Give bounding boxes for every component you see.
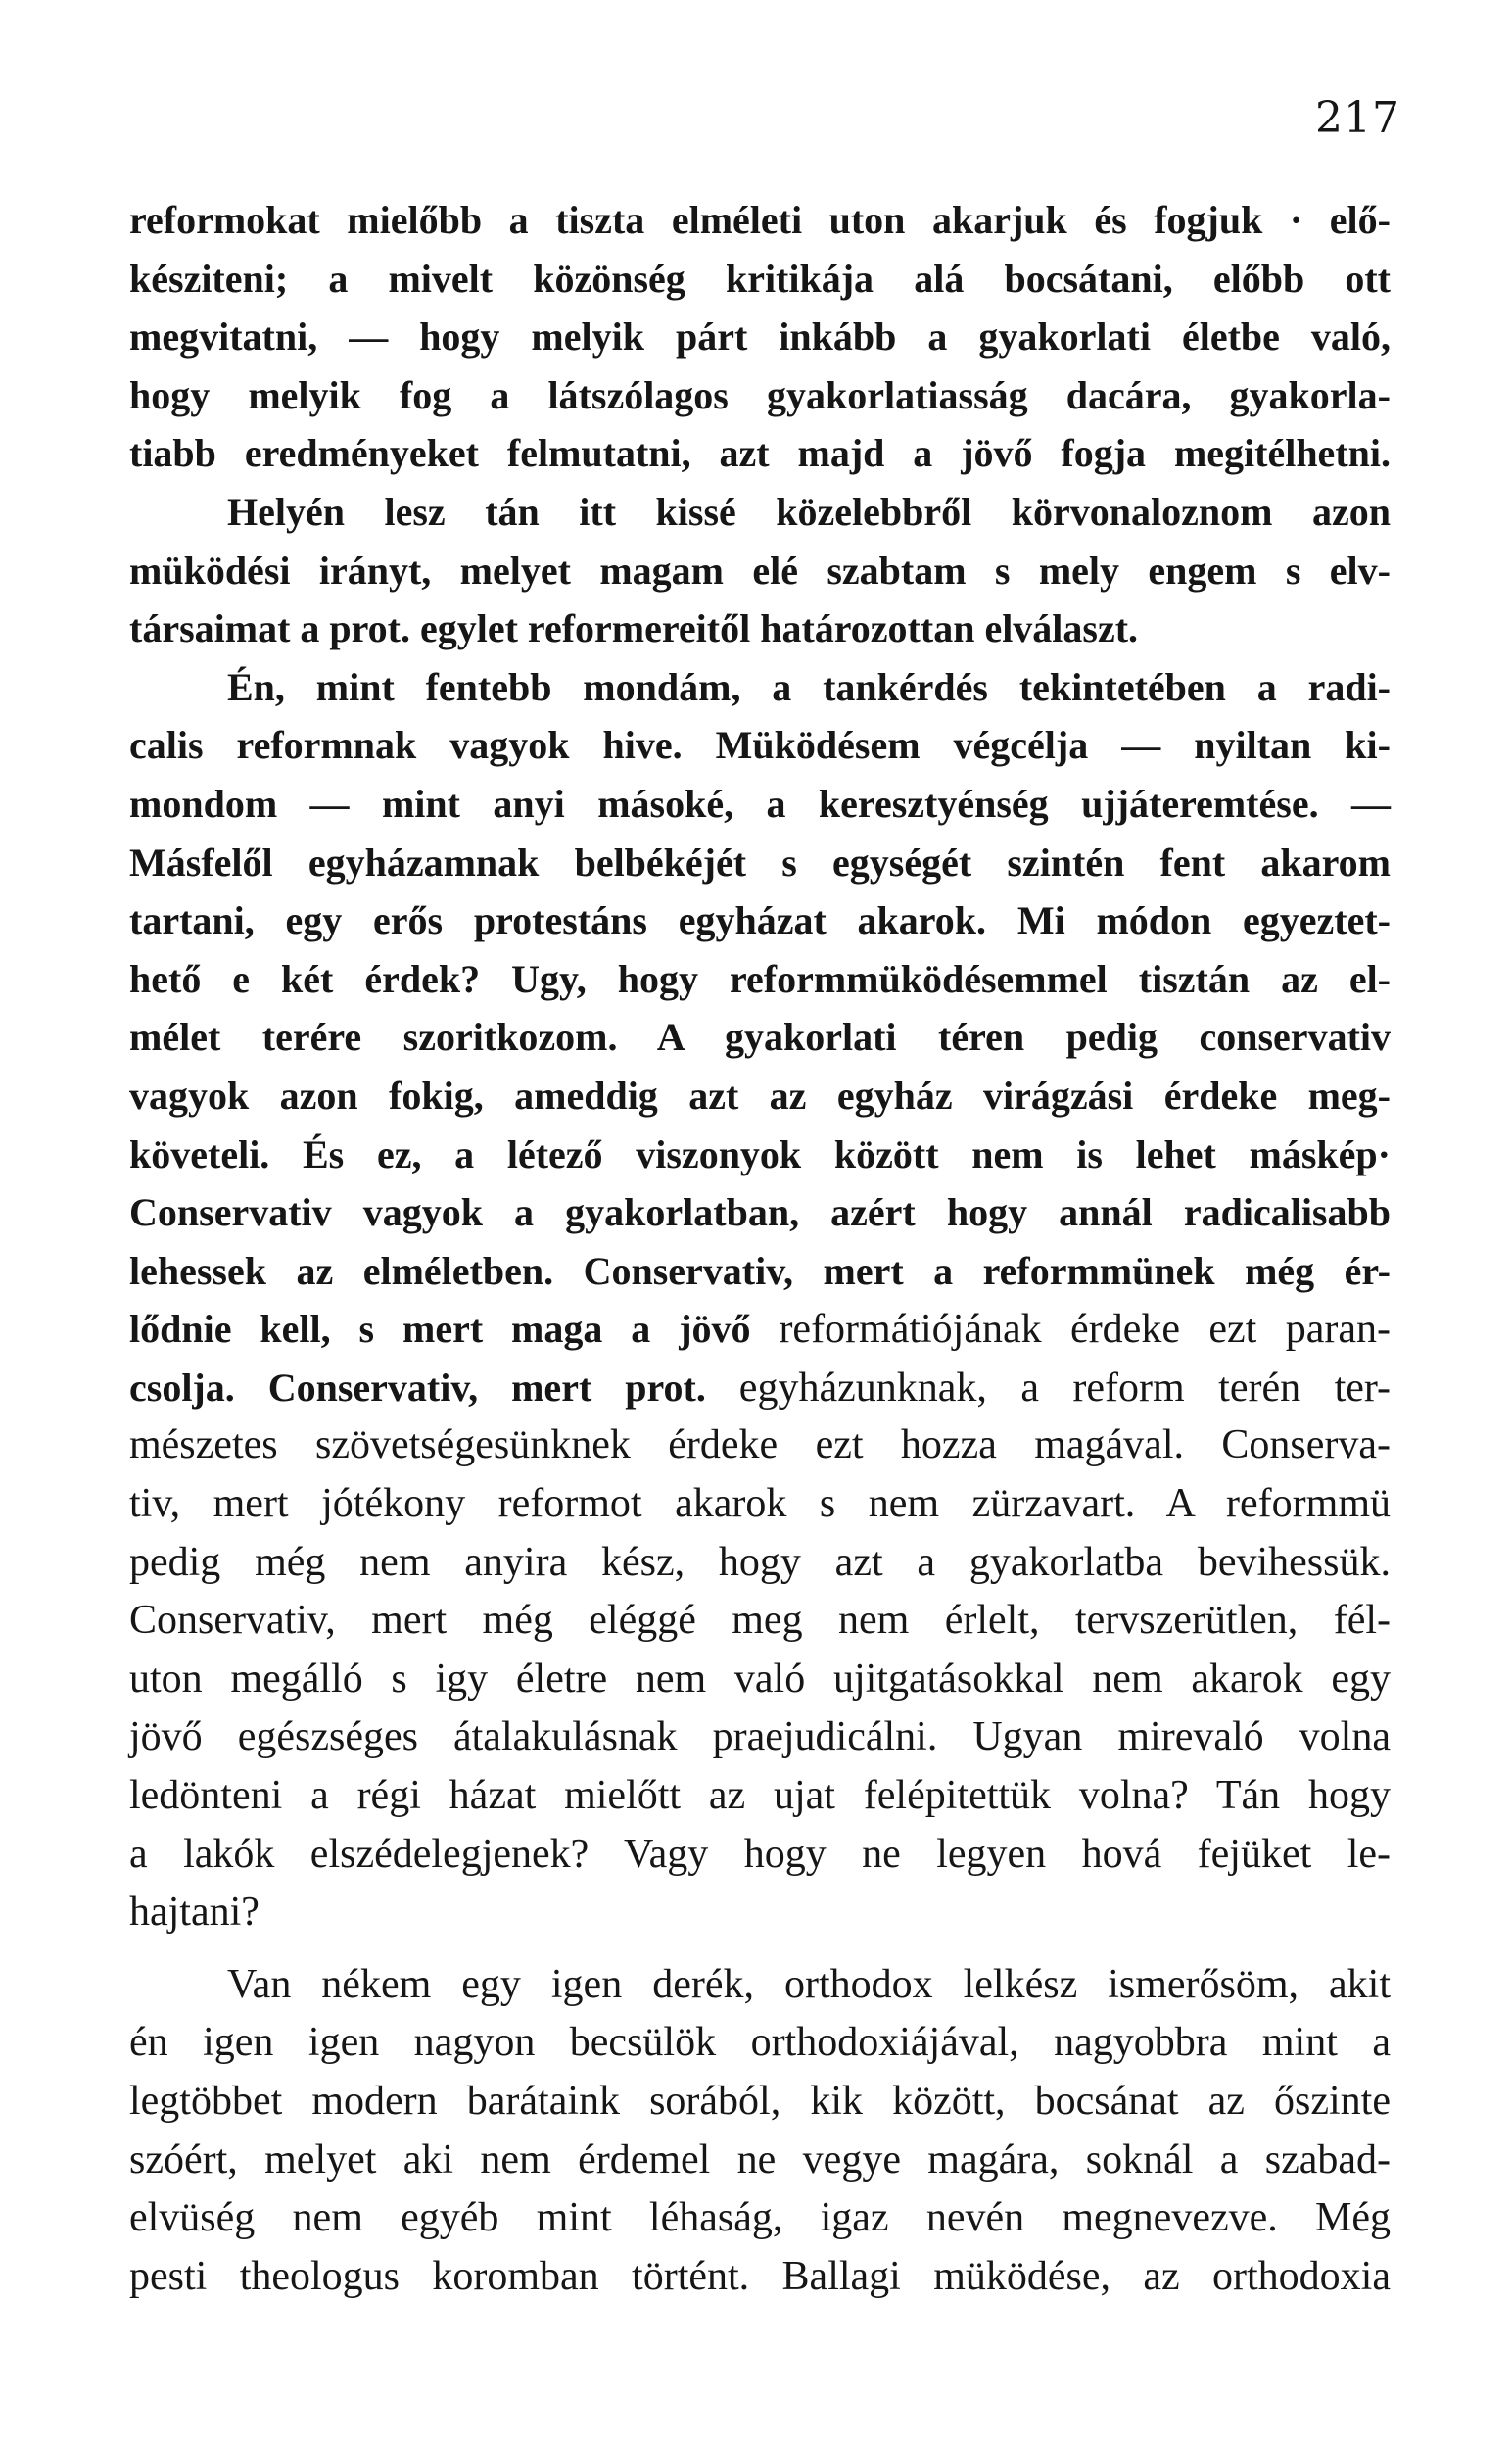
text-line: calis reformnak vagyok hive. Müködésem végcélja — nyiltan ki- (129, 723, 1391, 768)
text-line: elvüség nem egyéb mint léhaság, igaz nevén megnevezve. Még (129, 2195, 1391, 2241)
text-line: legtöbbet modern barátaink sorából, kik között, bocsánat az őszinte (129, 2079, 1391, 2124)
text-line: hogy melyik fog a látszólagos gyakorlatiasság dacára, gyakorla- (129, 372, 1391, 417)
text-line: Másfelől egyházamnak belbékéjét s egységét szintén fent akarom (129, 839, 1391, 885)
text-segment-bold: csolja. Conservativ, mert prot. (129, 1365, 739, 1410)
text-line: mondom — mint anyi másoké, a keresztyénség ujjáteremtése. — (129, 781, 1391, 826)
text-line: jövő egészséges átalakulásnak praejudicálni. Ugyan mirevaló volna (129, 1714, 1391, 1760)
page-number: 217 (1315, 93, 1400, 143)
text-line: mészetes szövetségesünknek érdeke ezt hozza magával. Conserva- (129, 1422, 1391, 1468)
text-line: uton megálló s igy életre nem való ujitgatásokkal nem akarok egy (129, 1655, 1391, 1702)
text-line: ledönteni a régi házat mielőtt az ujat felépitettük volna? Tán hogy (129, 1773, 1391, 1819)
text-line: követeli. És ez, a létező viszonyok között nem is lehet máskép· (129, 1131, 1391, 1176)
text-line: szóért, melyet aki nem érdemel ne vegye magára, soknál a szabad- (129, 2136, 1391, 2182)
text-segment-bold: lődnie kell, s mert maga a jövő (129, 1307, 780, 1352)
paragraph-gap (129, 1942, 1391, 1956)
text-line: Én, mint fentebb mondám, a tankérdés tekintetében a radi- (227, 664, 1391, 709)
text-line: megvitatni, — hogy melyik párt inkább a gyakorlati életbe való, (129, 314, 1391, 360)
text-line: mélet terére szoritkozom. A gyakorlati téren pedig conservativ (129, 1015, 1391, 1060)
text-line: vagyok azon fokig, ameddig azt az egyház virágzási érdeke meg- (129, 1073, 1391, 1118)
text-line: lehessek az elméletben. Conservativ, mert a reformmünek még ér- (129, 1248, 1391, 1293)
text-line-mixed (129, 1359, 1391, 1417)
text-line: Helyén lesz tán itt kissé közelebbről körvonaloznom azon (227, 489, 1391, 534)
text-line: Conservativ, mert még eléggé meg nem érlelt, tervszerütlen, fél- (129, 1598, 1391, 1644)
text-segment-normal: reformátiójának érdeke ezt paran- (779, 1307, 1391, 1353)
text-line: én igen igen nagyon becsülök orthodoxiájával, nagyobbra mint a (129, 2020, 1391, 2066)
text-line: tartani, egy erős protestáns egyházat akarok. Mi módon egyeztet- (129, 898, 1391, 943)
text-line: hajtani? (129, 1890, 260, 1936)
text-line: pedig még nem anyira kész, hogy azt a gyakorlatba bevihessük. (129, 1539, 1391, 1585)
text-line: tiv, mert jótékony reformot akarok s nem zürzavart. A reformmü (129, 1481, 1391, 1527)
text-line: müködési irányt, melyet magam elé szabtam s mely engem s elv- (129, 548, 1391, 593)
text-line: hető e két érdek? Ugy, hogy reformmüködésemmel tisztán az el- (129, 956, 1391, 1001)
text-line: a lakók elszédelegjenek? Vagy hogy ne legyen hová fejüket le- (129, 1831, 1391, 1877)
text-line: tiabb eredményeket felmutatni, azt majd a jövő fogja megitélhetni. (129, 431, 1391, 476)
text-line: pesti theologus koromban történt. Ballagi müködése, az orthodoxia (129, 2253, 1391, 2299)
text-line: Conservativ vagyok a gyakorlatban, azért hogy annál radicalisabb (129, 1190, 1391, 1235)
text-segment-normal: egyházunknak, a reform terén ter- (738, 1365, 1392, 1411)
text-line: Van nékem egy igen derék, orthodox lelkész ismerősöm, akit (227, 1961, 1391, 2007)
body-text (129, 191, 1391, 2306)
text-line-mixed (129, 1300, 1391, 1359)
text-line: reformokat mielőbb a tiszta elméleti uton akarjuk és fogjuk · elő- (129, 198, 1391, 242)
text-line: társaimat a prot. egylet reformereitől határozottan elválaszt. (129, 606, 1139, 651)
text-line: késziteni; a mivelt közönség kritikája alá bocsátani, előbb ott (129, 256, 1391, 301)
